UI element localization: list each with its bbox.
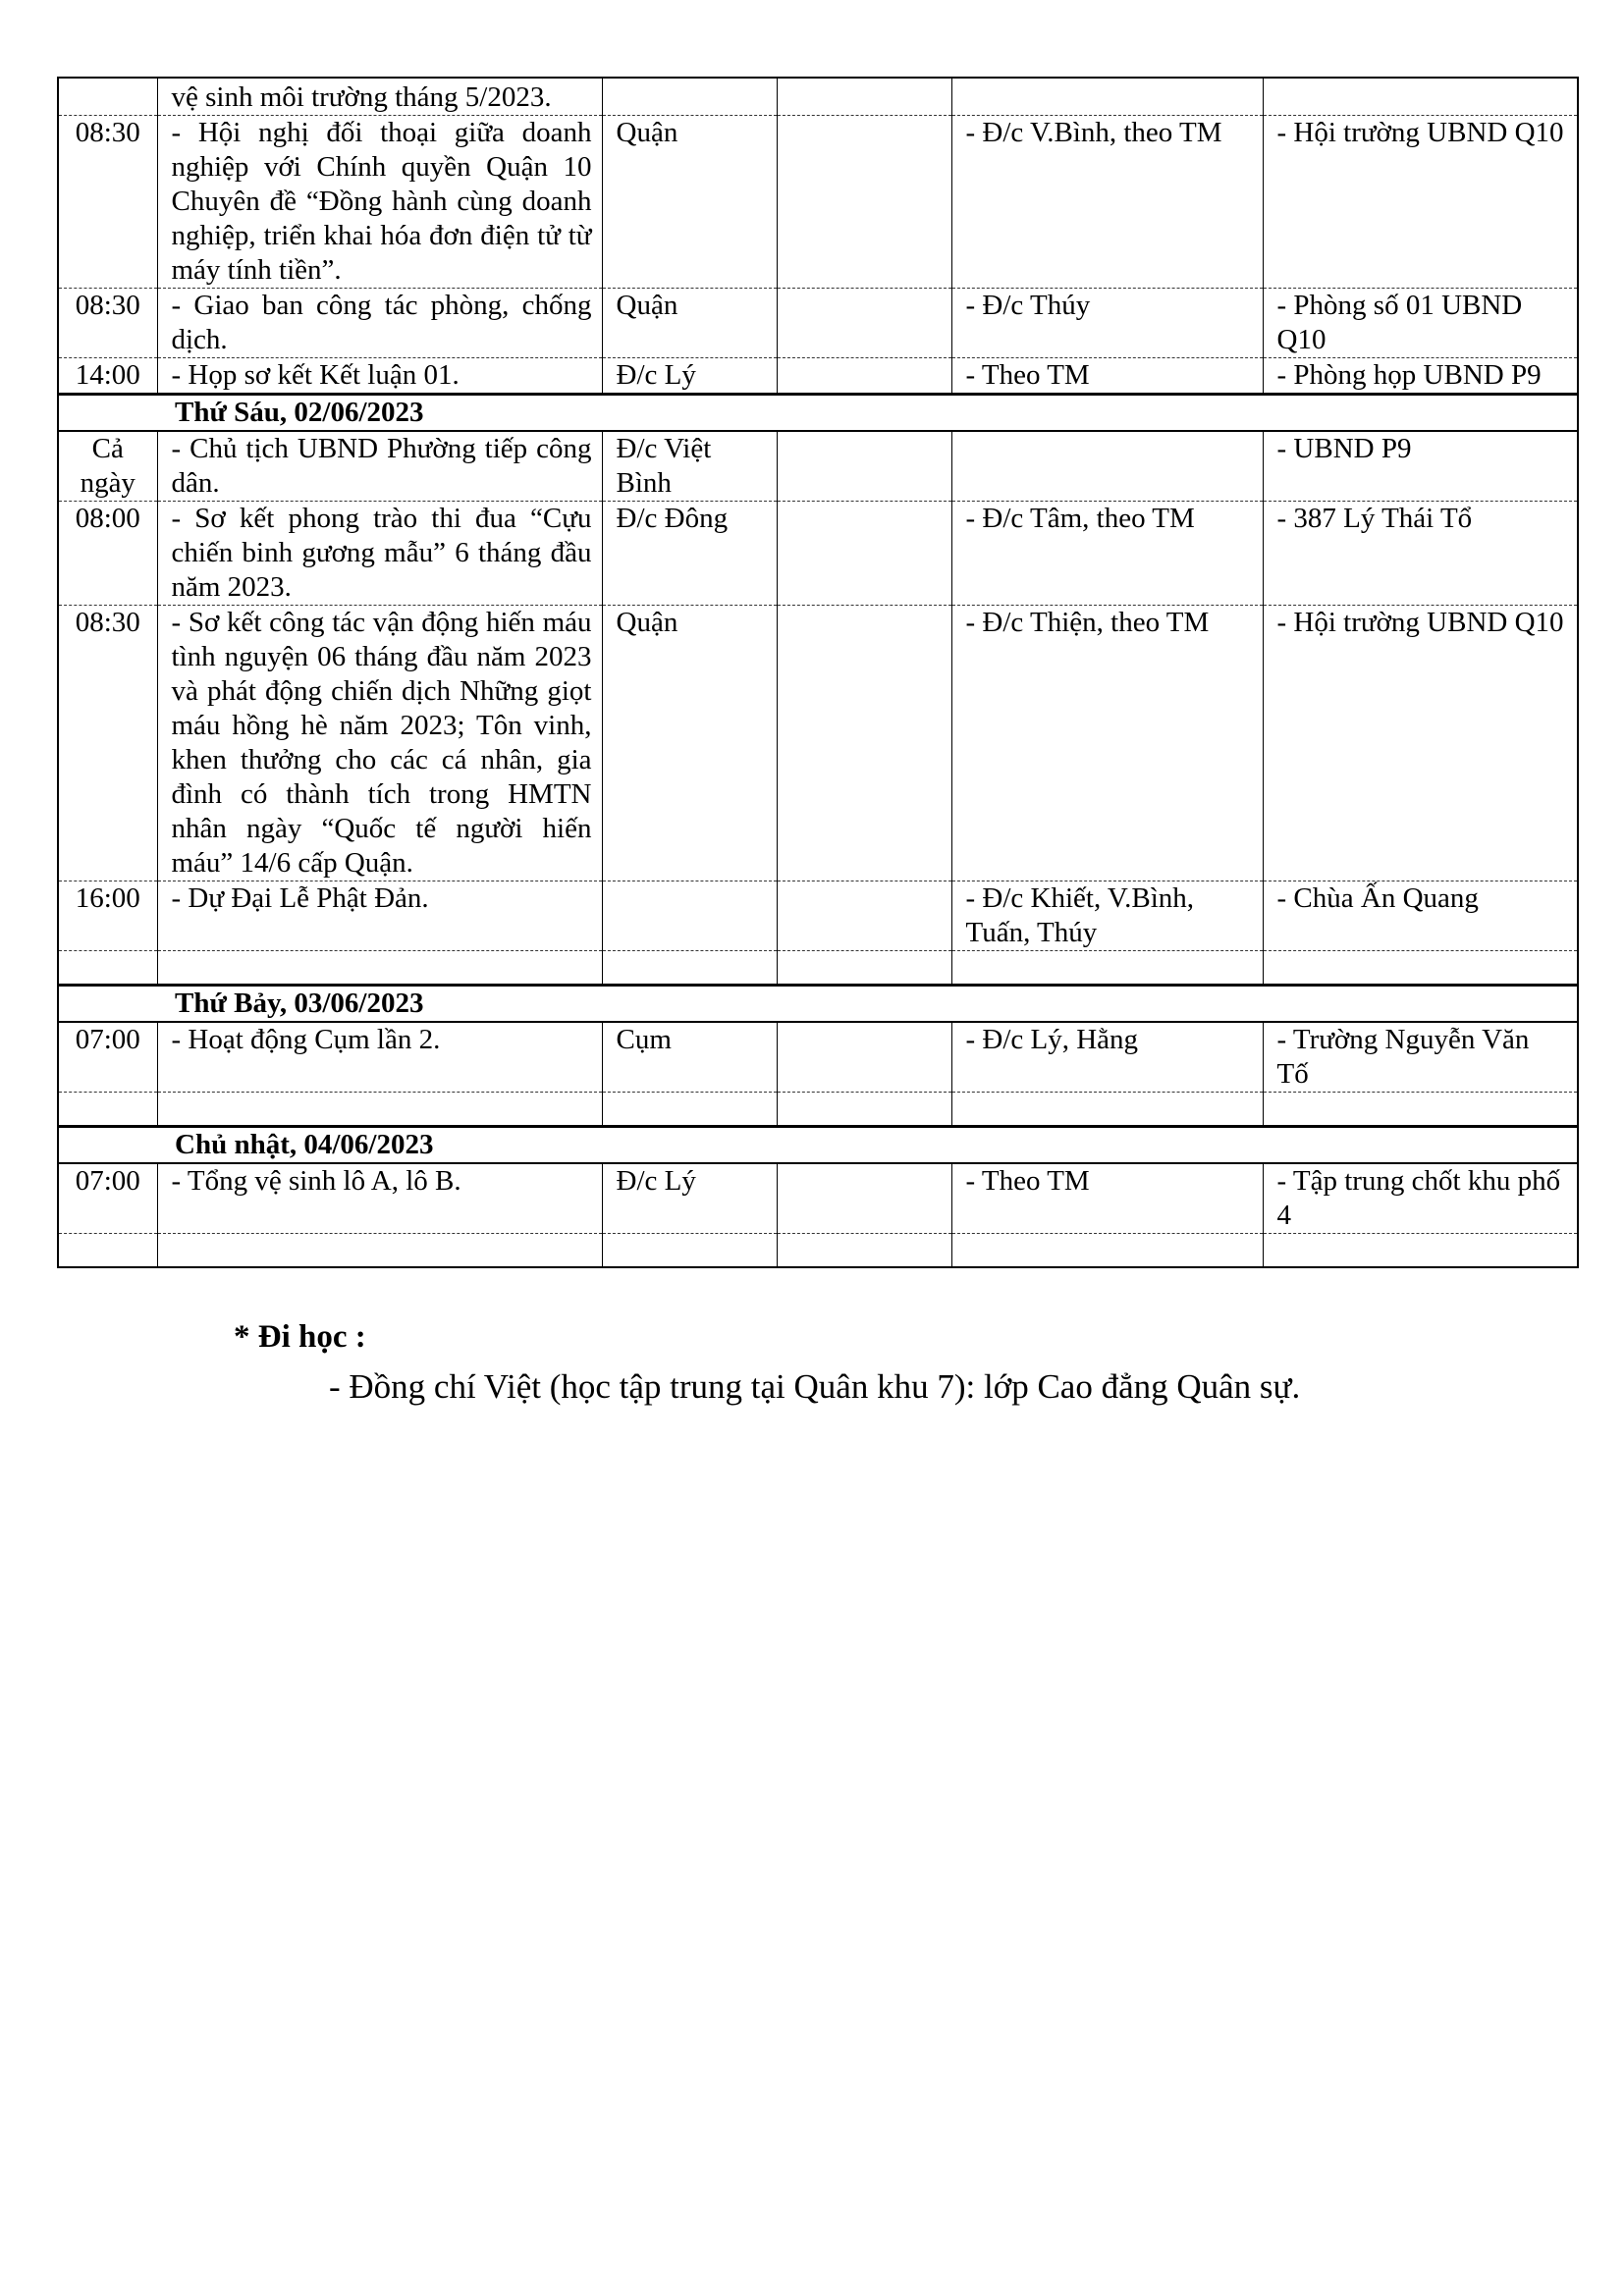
- table-row: [58, 606, 1578, 881]
- attendees-cell: - Đ/c V.Bình, theo TM: [951, 116, 1263, 289]
- day-heading: Thứ Sáu, 02/06/2023: [58, 395, 1578, 432]
- empty-cell: [58, 1234, 157, 1268]
- attendees-cell: - Đ/c Thiện, theo TM: [951, 606, 1263, 881]
- attendees-cell: [951, 78, 1263, 116]
- table-row: [58, 881, 1578, 951]
- activity-cell: - Hoạt động Cụm lần 2.: [157, 1022, 602, 1093]
- activity-cell: - Giao ban công tác phòng, chống dịch.: [157, 289, 602, 358]
- time-cell: Cả ngày: [58, 431, 157, 502]
- day-heading: Thứ Bảy, 03/06/2023: [58, 986, 1578, 1023]
- time-cell: 08:00: [58, 502, 157, 606]
- host-cell: Đ/c Lý: [602, 1163, 777, 1234]
- attendees-cell: - Theo TM: [951, 358, 1263, 395]
- location-cell: - Chùa Ấn Quang: [1263, 881, 1578, 951]
- time-cell: 14:00: [58, 358, 157, 395]
- table-row: [58, 358, 1578, 395]
- empty-cell: [951, 1093, 1263, 1127]
- study-item: - Đồng chí Việt (học tập trung tại Quân khu 7): lớp Cao đẳng Quân sự.: [329, 1367, 1301, 1406]
- extra-cell: [777, 1022, 951, 1093]
- extra-cell: [777, 502, 951, 606]
- activity-cell: - Dự Đại Lễ Phật Đản.: [157, 881, 602, 951]
- empty-cell: [777, 1234, 951, 1268]
- time-cell: 08:30: [58, 289, 157, 358]
- location-cell: - UBND P9: [1263, 431, 1578, 502]
- empty-cell: [777, 951, 951, 986]
- empty-cell: [951, 951, 1263, 986]
- extra-cell: [777, 606, 951, 881]
- empty-row: [58, 951, 1578, 986]
- empty-cell: [602, 951, 777, 986]
- empty-cell: [157, 1093, 602, 1127]
- host-cell: Đ/c Đông: [602, 502, 777, 606]
- time-cell: 08:30: [58, 606, 157, 881]
- activity-cell: - Sơ kết phong trào thi đua “Cựu chiến binh gương mẫu” 6 tháng đầu năm 2023.: [157, 502, 602, 606]
- location-cell: [1263, 78, 1578, 116]
- empty-cell: [951, 1234, 1263, 1268]
- host-cell: Đ/c Lý: [602, 358, 777, 395]
- empty-cell: [58, 1093, 157, 1127]
- location-cell: - Phòng số 01 UBND Q10: [1263, 289, 1578, 358]
- table-row: [58, 431, 1578, 502]
- host-cell: Quận: [602, 289, 777, 358]
- host-cell: [602, 78, 777, 116]
- empty-row: [58, 1093, 1578, 1127]
- table-row: [58, 116, 1578, 289]
- activity-cell: vệ sinh môi trường tháng 5/2023.: [157, 78, 602, 116]
- table-row: [58, 289, 1578, 358]
- attendees-cell: - Đ/c Lý, Hằng: [951, 1022, 1263, 1093]
- empty-cell: [157, 951, 602, 986]
- attendees-cell: - Theo TM: [951, 1163, 1263, 1234]
- host-cell: Đ/c Việt Bình: [602, 431, 777, 502]
- host-cell: [602, 881, 777, 951]
- extra-cell: [777, 1163, 951, 1234]
- empty-cell: [602, 1093, 777, 1127]
- empty-cell: [777, 1093, 951, 1127]
- host-cell: Quận: [602, 116, 777, 289]
- extra-cell: [777, 116, 951, 289]
- activity-cell: - Họp sơ kết Kết luận 01.: [157, 358, 602, 395]
- table-row-continuation: [58, 78, 1578, 116]
- schedule-table: [57, 77, 1579, 1268]
- host-cell: Quận: [602, 606, 777, 881]
- host-cell: Cụm: [602, 1022, 777, 1093]
- time-cell: [58, 78, 157, 116]
- extra-cell: [777, 289, 951, 358]
- attendees-cell: [951, 431, 1263, 502]
- extra-cell: [777, 431, 951, 502]
- extra-cell: [777, 358, 951, 395]
- location-cell: - Trường Nguyễn Văn Tố: [1263, 1022, 1578, 1093]
- empty-cell: [1263, 1093, 1578, 1127]
- location-cell: - 387 Lý Thái Tổ: [1263, 502, 1578, 606]
- location-cell: - Hội trường UBND Q10: [1263, 606, 1578, 881]
- location-cell: - Phòng họp UBND P9: [1263, 358, 1578, 395]
- study-heading: * Đi học :: [234, 1319, 366, 1355]
- activity-cell: - Hội nghị đối thoại giữa doanh nghiệp với Chính quyền Quận 10 Chuyên đề “Đồng hành cùng doanh nghiệp, triển khai hóa đơn điện tử từ máy tính tiền”.: [157, 116, 602, 289]
- table-row: [58, 1163, 1578, 1234]
- extra-cell: [777, 881, 951, 951]
- empty-cell: [1263, 951, 1578, 986]
- time-cell: 08:30: [58, 116, 157, 289]
- location-cell: - Tập trung chốt khu phố 4: [1263, 1163, 1578, 1234]
- empty-cell: [58, 951, 157, 986]
- day-header-row: [58, 1127, 1578, 1164]
- day-header-row: [58, 986, 1578, 1023]
- day-heading: Chủ nhật, 04/06/2023: [58, 1127, 1578, 1164]
- time-cell: 07:00: [58, 1163, 157, 1234]
- time-cell: 07:00: [58, 1022, 157, 1093]
- empty-cell: [157, 1234, 602, 1268]
- activity-cell: - Sơ kết công tác vận động hiến máu tình nguyện 06 tháng đầu năm 2023 và phát động chiến dịch Những giọt máu hồng hè năm 2023; Tôn vinh, khen thưởng cho các cá nhân, gia đình có thành tích trong HMTN nhân ngày “Quốc tế người hiến máu” 14/6 cấp Quận.: [157, 606, 602, 881]
- attendees-cell: - Đ/c Khiết, V.Bình, Tuấn, Thúy: [951, 881, 1263, 951]
- extra-cell: [777, 78, 951, 116]
- activity-cell: - Tổng vệ sinh lô A, lô B.: [157, 1163, 602, 1234]
- time-cell: 16:00: [58, 881, 157, 951]
- empty-row: [58, 1234, 1578, 1268]
- empty-cell: [1263, 1234, 1578, 1268]
- table-row: [58, 1022, 1578, 1093]
- location-cell: - Hội trường UBND Q10: [1263, 116, 1578, 289]
- empty-cell: [602, 1234, 777, 1268]
- activity-cell: - Chủ tịch UBND Phường tiếp công dân.: [157, 431, 602, 502]
- attendees-cell: - Đ/c Tâm, theo TM: [951, 502, 1263, 606]
- attendees-cell: - Đ/c Thúy: [951, 289, 1263, 358]
- day-header-row: [58, 395, 1578, 432]
- table-row: [58, 502, 1578, 606]
